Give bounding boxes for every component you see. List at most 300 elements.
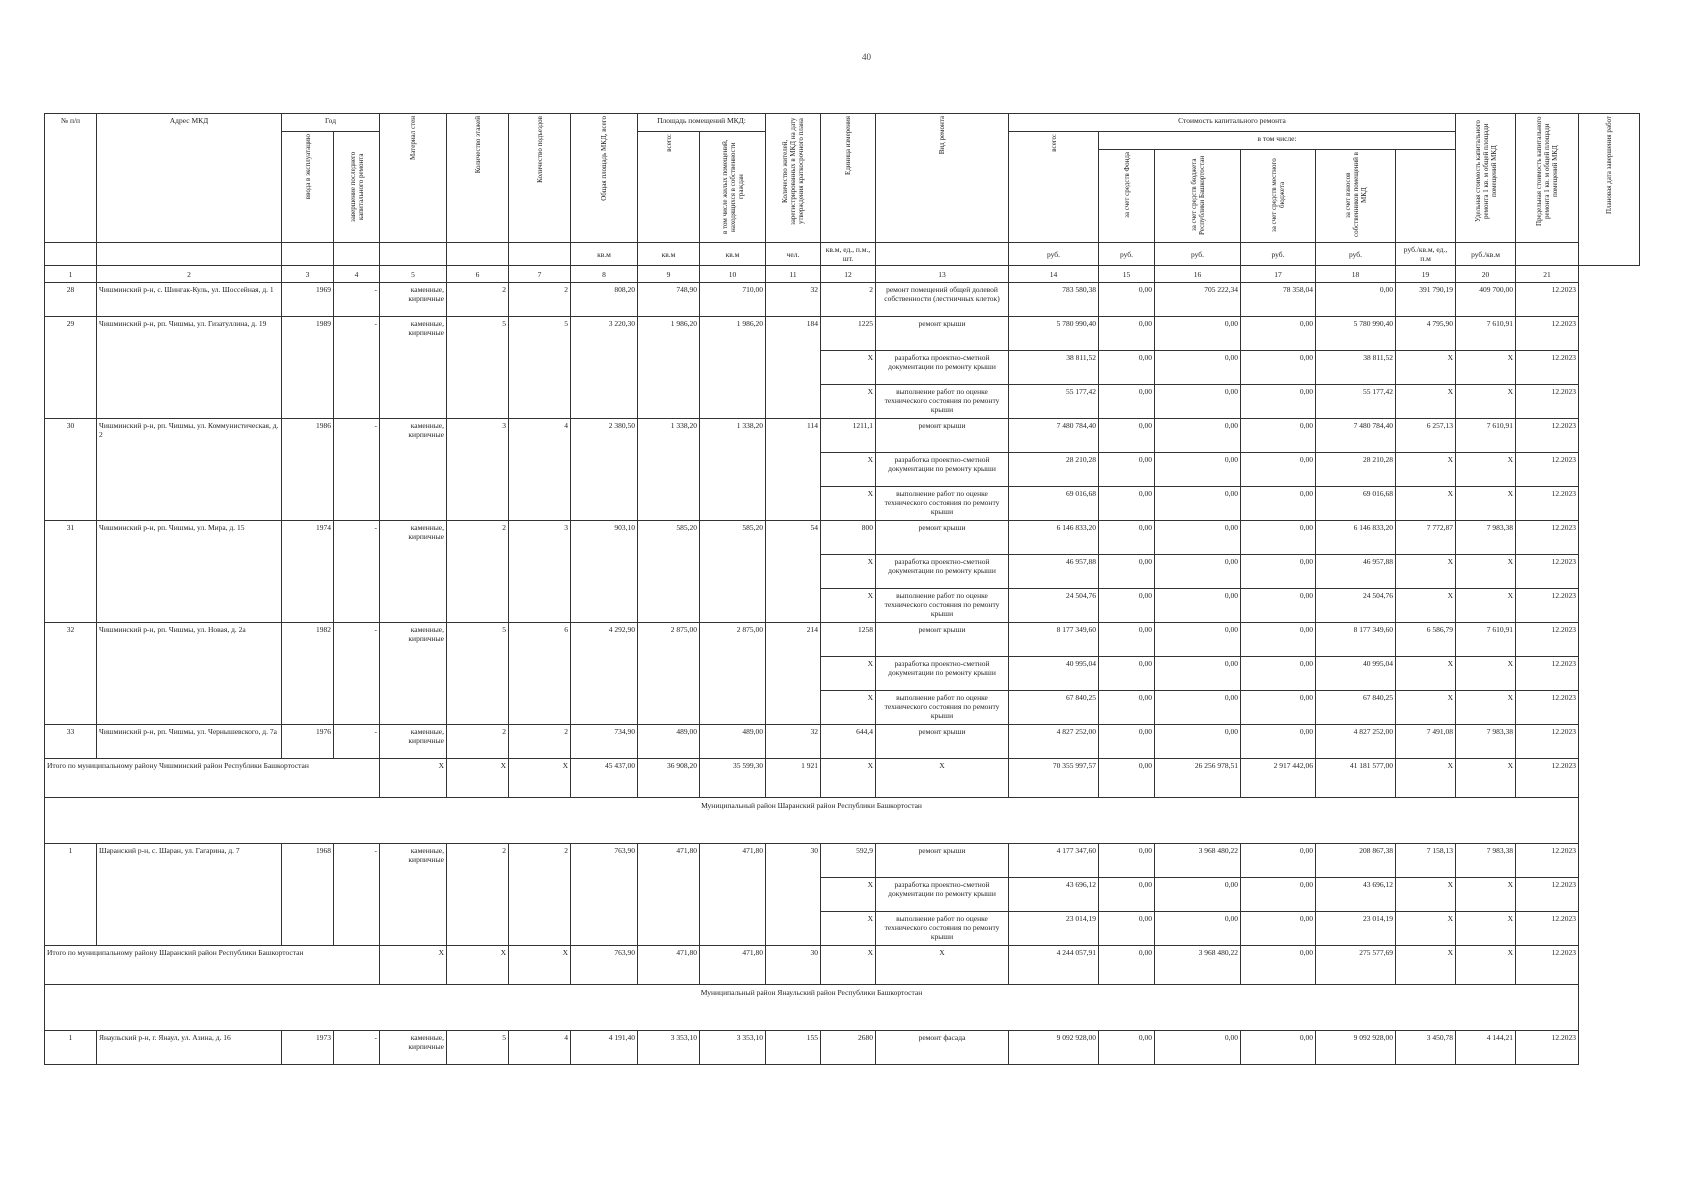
cost-fund: 0,00 xyxy=(1099,487,1155,521)
year-commissioning: 1976 xyxy=(282,725,334,759)
cost-republic: 0,00 xyxy=(1155,419,1241,453)
cost-republic: 0,00 xyxy=(1155,691,1241,725)
max-cost: 7 983,38 xyxy=(1456,725,1516,759)
cost-total: 70 355 997,57 xyxy=(1009,759,1099,798)
cost-local: 0,00 xyxy=(1241,317,1316,351)
unit-cost: 7 491,08 xyxy=(1396,725,1456,759)
cost-republic: 0,00 xyxy=(1155,453,1241,487)
entrances: 2 xyxy=(509,844,571,946)
total-label: Итого по муниципальному району Чишминский район Республики Башкортостан xyxy=(45,759,380,798)
premises-area: 3 353,10 xyxy=(638,1031,700,1065)
col-number: 18 xyxy=(1316,266,1396,283)
col-floors: Количество этажей xyxy=(473,116,482,174)
max-cost: 4 144,21 xyxy=(1456,1031,1516,1065)
owned-area: 1 986,20 xyxy=(700,317,766,419)
cost-total: 55 177,42 xyxy=(1009,385,1099,419)
owned-area: 489,00 xyxy=(700,725,766,759)
row-number: 31 xyxy=(45,521,97,623)
unit-cell xyxy=(45,243,97,266)
repair-type: разработка проектно-сметной документации по ремонту крыши xyxy=(876,555,1009,589)
premises-area: 585,20 xyxy=(638,521,700,623)
cost-republic: 0,00 xyxy=(1155,589,1241,623)
premises-area: 2 875,00 xyxy=(638,623,700,725)
year-last-repair: - xyxy=(334,844,380,946)
table-row xyxy=(45,844,1640,878)
unit-cost: X xyxy=(1396,912,1456,946)
address: Чишминский р-н, рп. Чишмы, ул. Чернышевского, д. 7а xyxy=(97,725,282,759)
col-cost-local: за счет средств местного бюджета xyxy=(1270,158,1286,232)
cost-total: 24 504,76 xyxy=(1009,589,1099,623)
year-last-repair: - xyxy=(334,725,380,759)
col-number: 8 xyxy=(571,266,638,283)
floors: 2 xyxy=(447,283,509,317)
cost-local: 0,00 xyxy=(1241,912,1316,946)
table-row xyxy=(45,317,1640,351)
year-last-repair: - xyxy=(334,283,380,317)
cost-owners: 46 957,88 xyxy=(1316,555,1396,589)
col-number: 12 xyxy=(821,266,876,283)
col-number: 10 xyxy=(700,266,766,283)
cost-owners: 43 696,12 xyxy=(1316,878,1396,912)
col-number: 2 xyxy=(97,266,282,283)
wall-material: каменные, кирпичные xyxy=(380,1031,447,1065)
planned-date: 12.2023 xyxy=(1516,589,1579,623)
col-max-cost: Предельная стоимость капитального ремонта 1 кв. м общей площади помещений МКД xyxy=(1535,116,1560,226)
unit-cost: X xyxy=(1396,555,1456,589)
year-commissioning: 1986 xyxy=(282,419,334,521)
unit-value: 1225 xyxy=(821,317,876,351)
repair-type: ремонт крыши xyxy=(876,317,1009,351)
unit-value: X xyxy=(821,555,876,589)
col-number: 6 xyxy=(447,266,509,283)
cost-republic: 0,00 xyxy=(1155,351,1241,385)
cost-fund: 0,00 xyxy=(1099,589,1155,623)
cost-total: 8 177 349,60 xyxy=(1009,623,1099,657)
planned-date: 12.2023 xyxy=(1516,725,1579,759)
cost-local: 0,00 xyxy=(1241,844,1316,878)
residents: 1 921 xyxy=(766,759,821,798)
unit-value: 644,4 xyxy=(821,725,876,759)
unit-cell: чел. xyxy=(766,243,821,266)
cost-fund: 0,00 xyxy=(1099,725,1155,759)
col-number: 7 xyxy=(509,266,571,283)
cost-republic: 3 968 480,22 xyxy=(1155,946,1241,985)
max-cost: X xyxy=(1456,351,1516,385)
col-total-area: Общая площадь МКД, всего xyxy=(600,116,608,201)
planned-date: 12.2023 xyxy=(1516,317,1579,351)
unit-value: 592,9 xyxy=(821,844,876,878)
floors: X xyxy=(447,759,509,798)
cost-owners: 8 177 349,60 xyxy=(1316,623,1396,657)
cost-fund: 0,00 xyxy=(1099,453,1155,487)
owned-area: 471,80 xyxy=(700,946,766,985)
page-number: 40 xyxy=(862,52,871,62)
unit-cell: руб./кв.м xyxy=(1456,243,1516,266)
cost-total: 40 995,04 xyxy=(1009,657,1099,691)
unit-cell: кв.м xyxy=(638,243,700,266)
cost-owners: 4 827 252,00 xyxy=(1316,725,1396,759)
total-label: Итого по муниципальному району Шаранский район Республики Башкортостан xyxy=(45,946,380,985)
address: Чишминский р-н, рп. Чишмы, ул. Гизатуллина, д. 19 xyxy=(97,317,282,419)
col-number: 21 xyxy=(1516,266,1579,283)
cost-owners: 69 016,68 xyxy=(1316,487,1396,521)
cost-local: 78 358,04 xyxy=(1241,283,1316,317)
section-title: Муниципальный район Янаульский район Республики Башкортостан xyxy=(45,985,1579,1031)
cost-local: 0,00 xyxy=(1241,453,1316,487)
floors: X xyxy=(447,946,509,985)
cost-total: 9 092 928,00 xyxy=(1009,1031,1099,1065)
cost-fund: 0,00 xyxy=(1099,1031,1155,1065)
cost-republic: 0,00 xyxy=(1155,317,1241,351)
entrances: 4 xyxy=(509,419,571,521)
repair-type: X xyxy=(876,759,1009,798)
cost-fund: 0,00 xyxy=(1099,351,1155,385)
row-number: 32 xyxy=(45,623,97,725)
repair-register-table xyxy=(44,113,1640,1065)
unit-cost: X xyxy=(1396,453,1456,487)
cost-republic: 0,00 xyxy=(1155,623,1241,657)
year-last-repair: - xyxy=(334,521,380,623)
cost-owners: 208 867,38 xyxy=(1316,844,1396,878)
col-cost-republic: за счет средств бюджета Республики Башкортостан xyxy=(1189,155,1206,235)
residents: 32 xyxy=(766,725,821,759)
unit-value: X xyxy=(821,453,876,487)
total-row xyxy=(45,759,1640,798)
unit-cell xyxy=(876,243,1009,266)
wall-material: каменные, кирпичные xyxy=(380,623,447,725)
unit-cell xyxy=(97,243,282,266)
premises-area: 748,90 xyxy=(638,283,700,317)
total-row xyxy=(45,946,1640,985)
unit-cell xyxy=(447,243,509,266)
planned-date: 12.2023 xyxy=(1516,453,1579,487)
year-last-repair: - xyxy=(334,623,380,725)
max-cost: X xyxy=(1456,657,1516,691)
table-row xyxy=(45,623,1640,657)
address: Чишминский р-н, рп. Чишмы, ул. Мира, д. 15 xyxy=(97,521,282,623)
premises-area: 471,80 xyxy=(638,844,700,946)
cost-local: 0,00 xyxy=(1241,555,1316,589)
cost-fund: 0,00 xyxy=(1099,317,1155,351)
planned-date: 12.2023 xyxy=(1516,487,1579,521)
repair-type: выполнение работ по оценке технического состояния по ремонту крыши xyxy=(876,487,1009,521)
wall-material: каменные, кирпичные xyxy=(380,521,447,623)
cost-republic: 0,00 xyxy=(1155,555,1241,589)
year-commissioning: 1973 xyxy=(282,1031,334,1065)
wall-material: X xyxy=(380,759,447,798)
entrances: X xyxy=(509,946,571,985)
unit-value: 2680 xyxy=(821,1031,876,1065)
cost-local: 0,00 xyxy=(1241,691,1316,725)
unit-cost: 7 158,13 xyxy=(1396,844,1456,878)
planned-date: 12.2023 xyxy=(1516,351,1579,385)
year-commissioning: 1969 xyxy=(282,283,334,317)
year-last-repair: - xyxy=(334,317,380,419)
total-area: 4 292,90 xyxy=(571,623,638,725)
cost-fund: 0,00 xyxy=(1099,521,1155,555)
table-row xyxy=(45,283,1640,317)
unit-cell: руб. xyxy=(1241,243,1316,266)
cost-local: 0,00 xyxy=(1241,657,1316,691)
unit-cell: кв.м xyxy=(571,243,638,266)
repair-type: ремонт крыши xyxy=(876,844,1009,878)
row-number: 29 xyxy=(45,317,97,419)
col-number: 17 xyxy=(1241,266,1316,283)
cost-local: 0,00 xyxy=(1241,725,1316,759)
premises-area: 471,80 xyxy=(638,946,700,985)
row-number: 1 xyxy=(45,1031,97,1065)
unit-cost: X xyxy=(1396,385,1456,419)
cost-republic: 0,00 xyxy=(1155,487,1241,521)
cost-fund: 0,00 xyxy=(1099,691,1155,725)
repair-type: X xyxy=(876,946,1009,985)
col-year-last-repair: завершение последнего капитального ремонта xyxy=(348,151,365,223)
entrances: 2 xyxy=(509,725,571,759)
unit-cost: X xyxy=(1396,691,1456,725)
cost-total: 4 244 057,91 xyxy=(1009,946,1099,985)
year-last-repair: - xyxy=(334,419,380,521)
col-number: 11 xyxy=(766,266,821,283)
cost-fund: 0,00 xyxy=(1099,912,1155,946)
unit-cost: X xyxy=(1396,759,1456,798)
premises-area: 1 986,20 xyxy=(638,317,700,419)
col-number: 4 xyxy=(334,266,380,283)
max-cost: X xyxy=(1456,453,1516,487)
cost-republic: 0,00 xyxy=(1155,912,1241,946)
cost-republic: 0,00 xyxy=(1155,521,1241,555)
cost-owners: 9 092 928,00 xyxy=(1316,1031,1396,1065)
unit-value: X xyxy=(821,691,876,725)
residents: 155 xyxy=(766,1031,821,1065)
planned-date: 12.2023 xyxy=(1516,385,1579,419)
unit-cost: 391 790,19 xyxy=(1396,283,1456,317)
floors: 5 xyxy=(447,1031,509,1065)
unit-cell: руб. xyxy=(1155,243,1241,266)
repair-type: выполнение работ по оценке технического состояния по ремонту крыши xyxy=(876,589,1009,623)
floors: 2 xyxy=(447,844,509,946)
col-unit-cost: Удельная стоимость капитального ремонта 1 кв. м общей площади помещений МКД xyxy=(1473,120,1498,222)
repair-type: ремонт крыши xyxy=(876,725,1009,759)
column-numbers-row xyxy=(45,266,1640,283)
owned-area: 471,80 xyxy=(700,844,766,946)
address: Чишминский р-н, рп. Чишмы, ул. Коммунистическая, д. 2 xyxy=(97,419,282,521)
planned-date: 12.2023 xyxy=(1516,691,1579,725)
unit-cell xyxy=(334,243,380,266)
unit-value: X xyxy=(821,351,876,385)
unit-cost: X xyxy=(1396,351,1456,385)
max-cost: 7 610,91 xyxy=(1456,317,1516,351)
col-in-that-number: в том числе: xyxy=(1099,132,1456,150)
cost-owners: 40 995,04 xyxy=(1316,657,1396,691)
cost-fund: 0,00 xyxy=(1099,555,1155,589)
section-row xyxy=(45,985,1640,1031)
cost-republic: 3 968 480,22 xyxy=(1155,844,1241,878)
entrances: X xyxy=(509,759,571,798)
total-area: 734,90 xyxy=(571,725,638,759)
cost-total: 783 580,38 xyxy=(1009,283,1099,317)
floors: 5 xyxy=(447,317,509,419)
col-number: 5 xyxy=(380,266,447,283)
col-number: 19 xyxy=(1396,266,1456,283)
max-cost: X xyxy=(1456,759,1516,798)
unit-cost: X xyxy=(1396,946,1456,985)
total-area: 903,10 xyxy=(571,521,638,623)
cost-fund: 0,00 xyxy=(1099,878,1155,912)
units-row xyxy=(45,243,1640,266)
total-area: 4 191,40 xyxy=(571,1031,638,1065)
planned-date: 12.2023 xyxy=(1516,623,1579,657)
unit-cell xyxy=(380,243,447,266)
address: Чишминский р-н, с. Шингак-Куль, ул. Шоссейная, д. 1 xyxy=(97,283,282,317)
floors: 2 xyxy=(447,521,509,623)
cost-total: 38 811,52 xyxy=(1009,351,1099,385)
col-year-commissioning: ввода в эксплуатацию xyxy=(303,134,312,200)
unit-cost: 7 772,87 xyxy=(1396,521,1456,555)
unit-cell: кв.м, ед., п.м., шт. xyxy=(821,243,876,266)
col-unit: Единица измерения xyxy=(844,116,852,175)
wall-material: X xyxy=(380,946,447,985)
cost-local: 0,00 xyxy=(1241,946,1316,985)
unit-cost: 3 450,78 xyxy=(1396,1031,1456,1065)
repair-type: ремонт крыши xyxy=(876,419,1009,453)
cost-fund: 0,00 xyxy=(1099,623,1155,657)
col-address: Адрес МКД xyxy=(97,114,282,243)
unit-value: 2 xyxy=(821,283,876,317)
cost-republic: 26 256 978,51 xyxy=(1155,759,1241,798)
col-planned-date: Плановая дата завершения работ xyxy=(1605,116,1614,215)
col-area-all: всего: xyxy=(664,134,673,152)
cost-fund: 0,00 xyxy=(1099,419,1155,453)
owned-area: 585,20 xyxy=(700,521,766,623)
row-number: 28 xyxy=(45,283,97,317)
unit-value: X xyxy=(821,589,876,623)
planned-date: 12.2023 xyxy=(1516,1031,1579,1065)
total-area: 763,90 xyxy=(571,946,638,985)
cost-total: 46 957,88 xyxy=(1009,555,1099,589)
unit-value: X xyxy=(821,946,876,985)
residents: 30 xyxy=(766,946,821,985)
owned-area: 2 875,00 xyxy=(700,623,766,725)
unit-value: 1211,1 xyxy=(821,419,876,453)
residents: 114 xyxy=(766,419,821,521)
cost-owners: 6 146 833,20 xyxy=(1316,521,1396,555)
year-last-repair: - xyxy=(334,1031,380,1065)
cost-fund: 0,00 xyxy=(1099,946,1155,985)
cost-owners: 24 504,76 xyxy=(1316,589,1396,623)
entrances: 5 xyxy=(509,317,571,419)
repair-type: ремонт фасада xyxy=(876,1031,1009,1065)
col-cost-fund: за счет средств Фонда xyxy=(1122,152,1131,218)
cost-local: 2 917 442,06 xyxy=(1241,759,1316,798)
address: Шаранский р-н, с. Шаран, ул. Гагарина, д. 7 xyxy=(97,844,282,946)
cost-owners: 7 480 784,40 xyxy=(1316,419,1396,453)
repair-type: выполнение работ по оценке технического состояния по ремонту крыши xyxy=(876,385,1009,419)
unit-value: X xyxy=(821,657,876,691)
cost-total: 5 780 990,40 xyxy=(1009,317,1099,351)
unit-cost: X xyxy=(1396,657,1456,691)
repair-type: ремонт крыши xyxy=(876,521,1009,555)
wall-material: каменные, кирпичные xyxy=(380,317,447,419)
cost-total: 43 696,12 xyxy=(1009,878,1099,912)
residents: 32 xyxy=(766,283,821,317)
total-area: 763,90 xyxy=(571,844,638,946)
col-repair-type: Вид ремонта xyxy=(938,116,946,155)
cost-owners: 5 780 990,40 xyxy=(1316,317,1396,351)
max-cost: 7 983,38 xyxy=(1456,521,1516,555)
col-cost-owners: за счет взносов собственников помещений в МКД xyxy=(1343,152,1368,238)
col-residents: Количество жителей, зарегистрированных в МКД на дату утверждения краткосрочного плана xyxy=(781,117,805,225)
owned-area: 3 353,10 xyxy=(700,1031,766,1065)
col-number: 15 xyxy=(1099,266,1155,283)
unit-cell: руб. xyxy=(1099,243,1155,266)
unit-value: X xyxy=(821,487,876,521)
cost-total: 4 827 252,00 xyxy=(1009,725,1099,759)
repair-type: разработка проектно-сметной документации по ремонту крыши xyxy=(876,878,1009,912)
unit-value: X xyxy=(821,759,876,798)
max-cost: X xyxy=(1456,589,1516,623)
wall-material: каменные, кирпичные xyxy=(380,419,447,521)
cost-owners: 28 210,28 xyxy=(1316,453,1396,487)
residents: 214 xyxy=(766,623,821,725)
cost-total: 23 014,19 xyxy=(1009,912,1099,946)
planned-date: 12.2023 xyxy=(1516,878,1579,912)
premises-area: 489,00 xyxy=(638,725,700,759)
planned-date: 12.2023 xyxy=(1516,759,1579,798)
col-number: 9 xyxy=(638,266,700,283)
col-number: 1 xyxy=(45,266,97,283)
cost-total: 6 146 833,20 xyxy=(1009,521,1099,555)
premises-area: 1 338,20 xyxy=(638,419,700,521)
premises-area: 36 908,20 xyxy=(638,759,700,798)
repair-type: разработка проектно-сметной документации по ремонту крыши xyxy=(876,351,1009,385)
unit-cost: X xyxy=(1396,878,1456,912)
col-wall-material: Материал стен xyxy=(409,116,417,160)
cost-local: 0,00 xyxy=(1241,878,1316,912)
cost-republic: 0,00 xyxy=(1155,1031,1241,1065)
cost-local: 0,00 xyxy=(1241,351,1316,385)
planned-date: 12.2023 xyxy=(1516,657,1579,691)
cost-local: 0,00 xyxy=(1241,419,1316,453)
max-cost: X xyxy=(1456,946,1516,985)
row-number: 33 xyxy=(45,725,97,759)
col-year-group: Год xyxy=(282,114,380,132)
max-cost: X xyxy=(1456,487,1516,521)
unit-cell: руб. xyxy=(1009,243,1099,266)
residents: 54 xyxy=(766,521,821,623)
year-commissioning: 1982 xyxy=(282,623,334,725)
entrances: 4 xyxy=(509,1031,571,1065)
col-premises-area-group: Площадь помещений МКД: xyxy=(638,114,766,132)
cost-total: 67 840,25 xyxy=(1009,691,1099,725)
cost-owners: 38 811,52 xyxy=(1316,351,1396,385)
residents: 184 xyxy=(766,317,821,419)
cost-owners: 275 577,69 xyxy=(1316,946,1396,985)
repair-type: выполнение работ по оценке технического состояния по ремонту крыши xyxy=(876,912,1009,946)
cost-local: 0,00 xyxy=(1241,623,1316,657)
year-commissioning: 1989 xyxy=(282,317,334,419)
max-cost: 7 983,38 xyxy=(1456,844,1516,878)
unit-cell xyxy=(282,243,334,266)
row-number: 30 xyxy=(45,419,97,521)
unit-cell xyxy=(1516,243,1579,266)
wall-material: каменные, кирпичные xyxy=(380,844,447,946)
address: Янаульский р-н, г. Янаул, ул. Азина, д. 16 xyxy=(97,1031,282,1065)
cost-fund: 0,00 xyxy=(1099,759,1155,798)
repair-type: разработка проектно-сметной документации по ремонту крыши xyxy=(876,657,1009,691)
cost-owners: 67 840,25 xyxy=(1316,691,1396,725)
unit-value: 800 xyxy=(821,521,876,555)
col-number: 3 xyxy=(282,266,334,283)
